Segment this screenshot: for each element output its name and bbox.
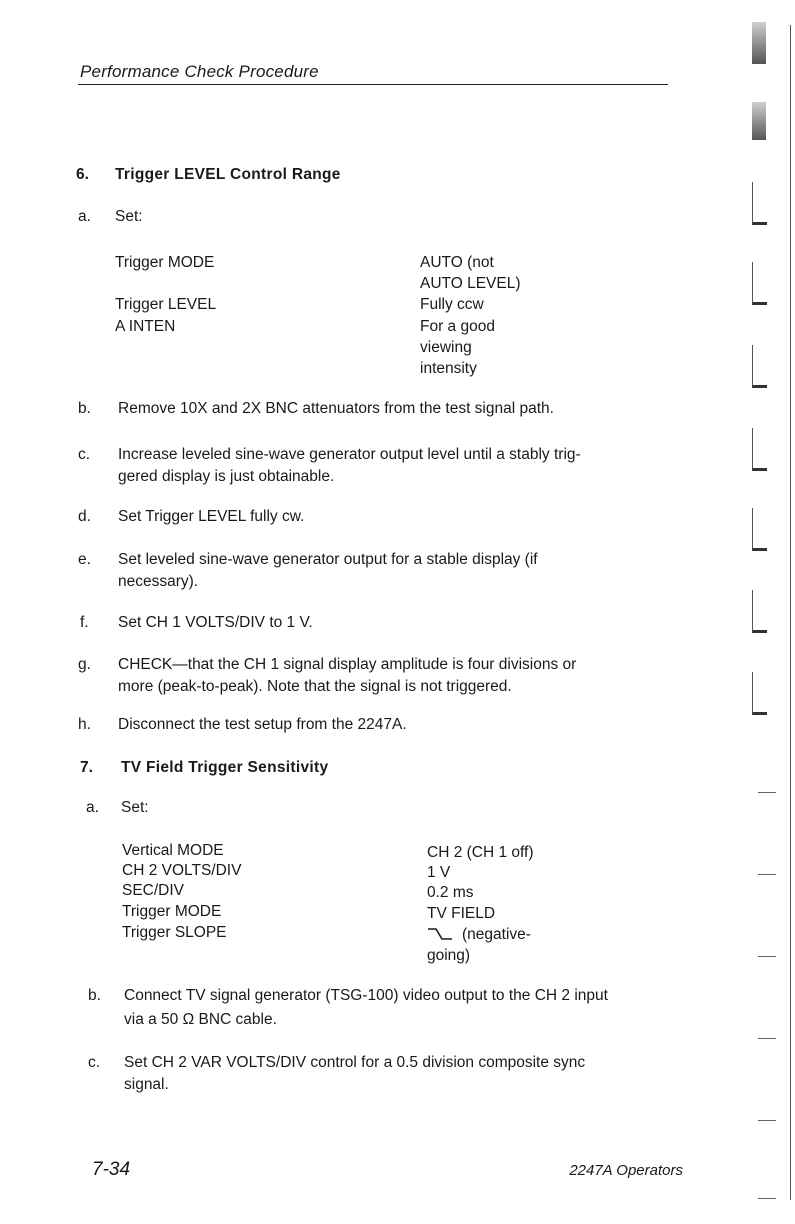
step-7c-line-2: signal.: [124, 1076, 169, 1093]
s7-setting-value-trigger-slope-2: going): [427, 947, 471, 964]
edge-tick: [758, 956, 776, 957]
s6-setting-value-a-inten-2: viewing: [420, 339, 472, 356]
s7-setting-value-sec-div: 0.2 ms: [427, 884, 474, 901]
step-6-title: Trigger LEVEL Control Range: [115, 166, 341, 183]
step-6c-marker: c.: [78, 446, 91, 463]
step-7b-line-2: via a 50 Ω BNC cable.: [124, 1011, 277, 1028]
edge-tab: [752, 590, 767, 633]
negative-slope-icon: [427, 926, 453, 942]
edge-tab: [752, 262, 767, 305]
step-6e-line-2: necessary).: [118, 573, 199, 590]
step-7c-marker: c.: [88, 1054, 101, 1071]
s7-setting-name-sec-div: SEC/DIV: [122, 882, 185, 899]
step-6h-marker: h.: [78, 716, 91, 733]
step-7-number: 7.: [80, 759, 93, 776]
step-6d-marker: d.: [78, 508, 91, 525]
s7-setting-name-ch2-volts-div: CH 2 VOLTS/DIV: [122, 862, 242, 879]
step-6g-marker: g.: [78, 656, 91, 673]
s6-setting-value-a-inten-3: intensity: [420, 360, 477, 377]
s7-setting-value-trigger-slope-1: (negative-: [462, 926, 531, 943]
edge-tab: [752, 508, 767, 551]
step-6c-line-1: Increase leveled sine-wave generator output level until a stably trig-: [118, 446, 581, 463]
edge-tick: [758, 1198, 776, 1199]
page-number: 7-34: [92, 1159, 131, 1180]
step-6h-text: Disconnect the test setup from the 2247A.: [118, 716, 407, 733]
s6-setting-value-trigger-level: Fully ccw: [420, 296, 484, 313]
edge-tab: [752, 102, 766, 140]
s7-setting-name-trigger-slope: Trigger SLOPE: [122, 924, 227, 941]
s7-setting-name-trigger-mode: Trigger MODE: [122, 903, 222, 920]
s7-setting-value-vertical-mode: CH 2 (CH 1 off): [427, 844, 534, 861]
edge-tick: [758, 1038, 776, 1039]
edge-tick: [758, 874, 776, 875]
step-6e-line-1: Set leveled sine-wave generator output for a stable display (if: [118, 551, 538, 568]
step-7a-marker: a.: [86, 799, 99, 816]
step-6f-marker: f.: [80, 614, 89, 631]
edge-tick: [758, 1120, 776, 1121]
edge-tab: [752, 345, 767, 388]
step-6c-line-2: gered display is just obtainable.: [118, 468, 335, 485]
edge-tab: [752, 428, 767, 471]
edge-tab: [752, 182, 767, 225]
step-7c-line-1: Set CH 2 VAR VOLTS/DIV control for a 0.5 division composite sync: [124, 1054, 586, 1071]
header-rule: [78, 84, 668, 85]
s7-setting-value-trigger-mode: TV FIELD: [427, 905, 496, 922]
manual-title: 2247A Operators: [569, 1162, 683, 1179]
step-6a-marker: a.: [78, 208, 91, 225]
edge-tab: [752, 672, 767, 715]
step-6g-line-2: more (peak-to-peak). Note that the signal is not triggered.: [118, 678, 512, 695]
s6-setting-name-trigger-mode: Trigger MODE: [115, 254, 215, 271]
s6-setting-value-a-inten-1: For a good: [420, 318, 495, 335]
s6-setting-name-a-inten: A INTEN: [115, 318, 176, 335]
s7-setting-name-vertical-mode: Vertical MODE: [122, 842, 224, 859]
edge-tab: [752, 22, 766, 64]
page-edge-line: [790, 25, 791, 1200]
page-header-title: Performance Check Procedure: [80, 62, 319, 81]
step-6e-marker: e.: [78, 551, 91, 568]
s6-setting-value-trigger-mode-1: AUTO (not: [420, 254, 494, 271]
step-6f-text: Set CH 1 VOLTS/DIV to 1 V.: [118, 614, 313, 631]
step-7b-marker: b.: [88, 987, 101, 1004]
step-7-title: TV Field Trigger Sensitivity: [121, 759, 329, 776]
s6-setting-name-trigger-level: Trigger LEVEL: [115, 296, 217, 313]
edge-tick: [758, 792, 776, 793]
step-6b-marker: b.: [78, 400, 91, 417]
step-7b-line-1: Connect TV signal generator (TSG-100) video output to the CH 2 input: [124, 987, 608, 1004]
step-6b-text: Remove 10X and 2X BNC attenuators from the test signal path.: [118, 400, 554, 417]
step-6-number: 6.: [76, 166, 89, 183]
s7-setting-value-ch2-volts-div: 1 V: [427, 864, 451, 881]
s6-setting-value-trigger-mode-2: AUTO LEVEL): [420, 275, 521, 292]
step-6g-line-1: CHECK—that the CH 1 signal display amplitude is four divisions or: [118, 656, 577, 673]
step-6d-text: Set Trigger LEVEL fully cw.: [118, 508, 305, 525]
step-7a-text: Set:: [121, 799, 149, 816]
step-6a-text: Set:: [115, 208, 143, 225]
